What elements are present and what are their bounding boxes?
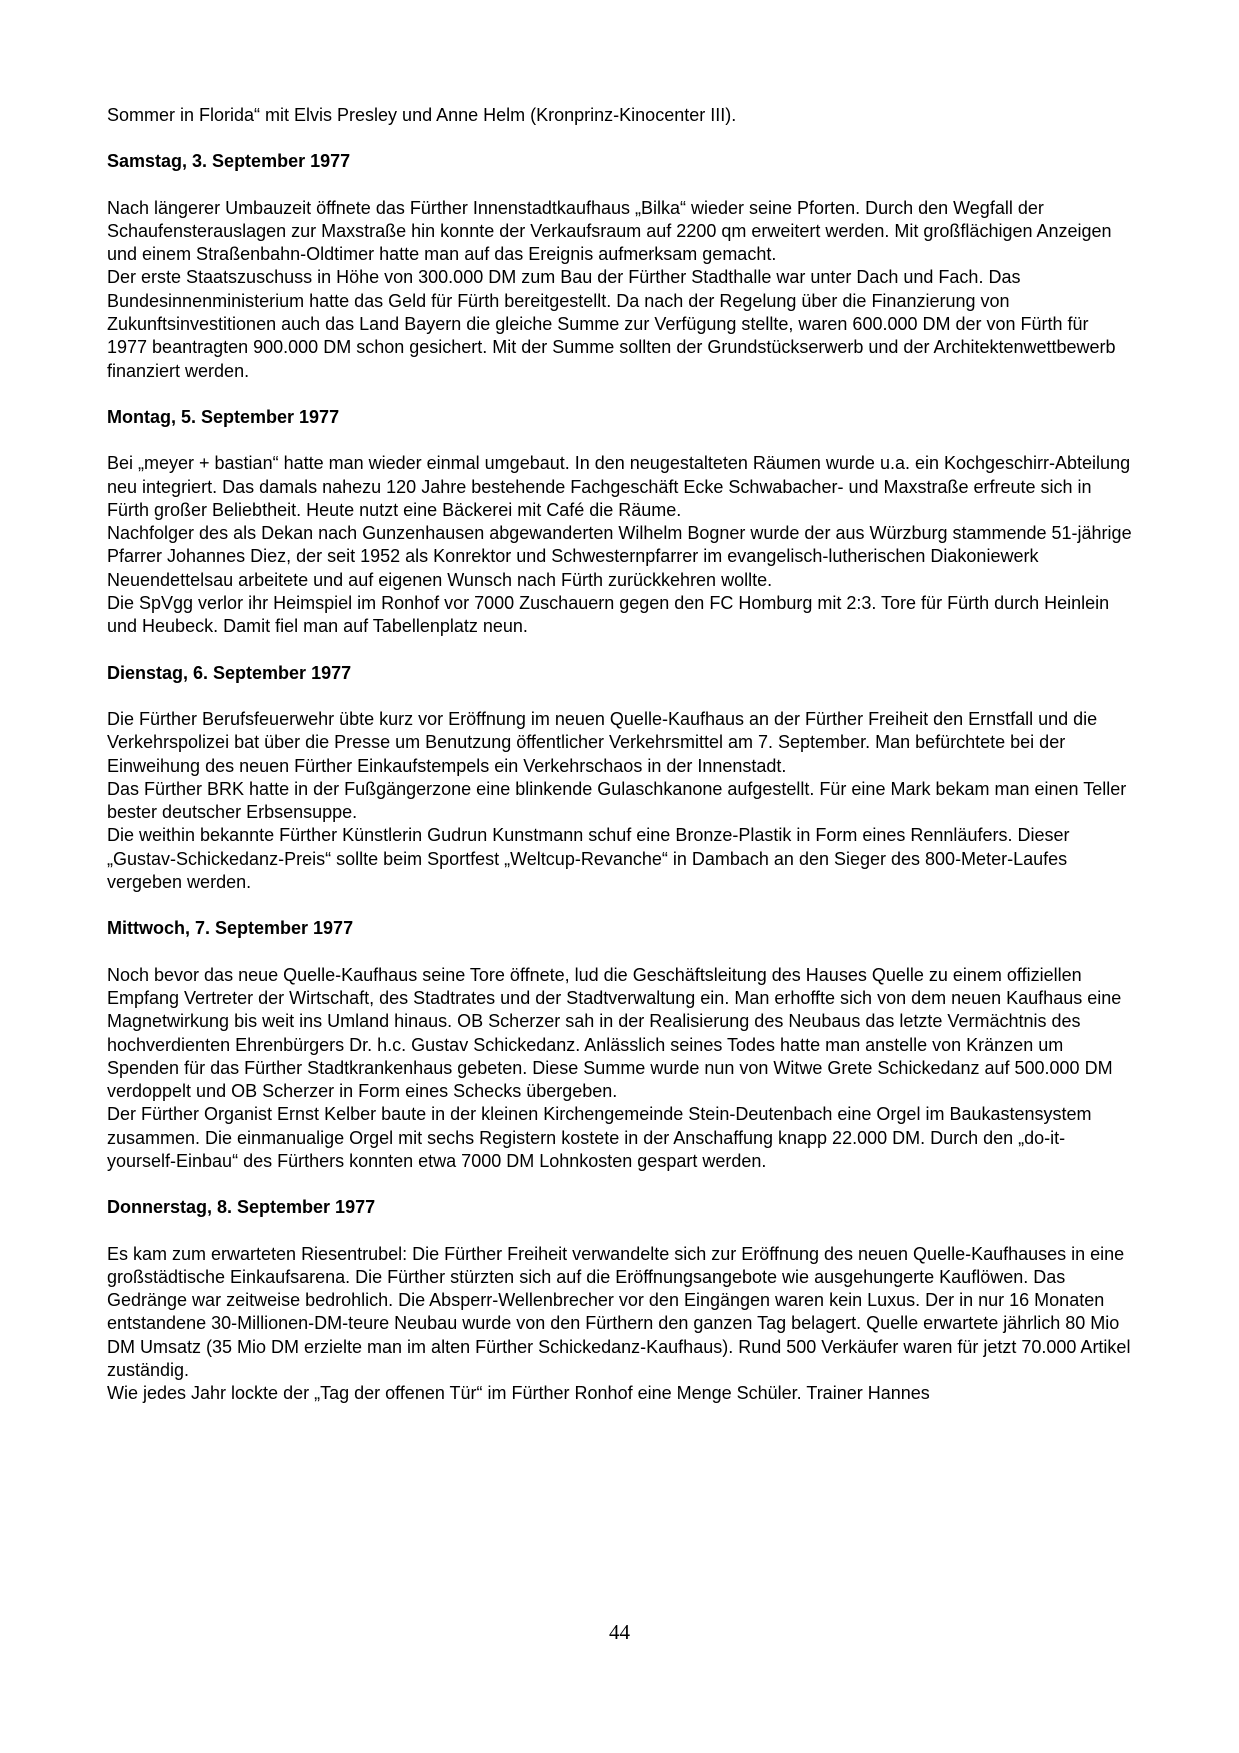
body-paragraph: Nachfolger des als Dekan nach Gunzenhausen abgewanderten Wilhelm Bogner wurde der aus Würzburg stammende 51-jährige Pfarrer Johannes Diez, der seit 1952 als Konrektor und Schwesternpfarrer im evangelisch-lutherischen Diakoniewerk Neuendettelsau arbeitete und auf eigenen Wunsch nach Fürth zurückkehren wollte. — [107, 523, 1132, 590]
body-paragraph: Die weithin bekannte Fürther Künstlerin Gudrun Kunstmann schuf eine Bronze-Plastik in Form eines Rennläufers. Dieser „Gustav-Schickedanz-Preis“ sollte beim Sportfest „Weltcup-Revanche“ in Dambach an den Sieger des 800-Meter-Laufes vergeben werden. — [107, 825, 1070, 893]
body-paragraph: Der erste Staatszuschuss in Höhe von 300.000 DM zum Bau der Fürther Stadthalle war unter Dach und Fach. Das Bundesinnenministerium hatte das Geld für Fürth bereitgestellt. Da nach der Regelung über die Finanzierung von Zukunftsinvestitionen auch das Land Bayern die gleiche Summe zur Verfügung stellte, waren 600.000 DM der von Fürth für 1977 beantragten 900.000 DM schon gesichert. Mit der Summe sollten der Grundstückserwerb und der Architektenwettbewerb finanziert werden. — [107, 267, 1116, 381]
body-paragraph: Die Fürther Berufsfeuerwehr übte kurz vor Eröffnung im neuen Quelle-Kaufhaus an der Fürther Freiheit den Ernstfall und die Verkehrspolizei bat über die Presse um Benutzung öffentlicher Verkehrsmittel am 7. September. Man befürchtete bei der Einweihung des neuen Fürther Einkaufstempels ein Verkehrschaos in der Innenstadt. — [107, 708, 1098, 776]
body-paragraph: Es kam zum erwarteten Riesentrubel: Die Fürther Freiheit verwandelte sich zur Eröffnung des neuen Quelle-Kaufhauses in eine großstädtische Einkaufsarena. Die Fürther stürzten sich auf die Eröffnungsangebote wie ausgehungerte Kauflöwen. Das Gedränge war zeitweise bedrohlich. Die Absperr-Wellenbrecher vor den Eingängen waren kein Luxus. Der in nur 16 Monaten entstandene 30-Millionen-DM-teure Neubau wurde von den Fürthern den ganzen Tag belagert. Quelle erwartete jährlich 80 Mio DM Umsatz (35 Mio DM erzielte man im alten Fürther Schickedanz-Kaufhaus). Rund 500 Verkäufer waren für jetzt 70.000 Artikel zuständig. — [107, 1243, 1131, 1381]
body-paragraph: Nach längerer Umbauzeit öffnete das Fürther Innenstadtkaufhaus „Bilka“ wieder seine Pforten. Durch den Wegfall der Schaufensterauslagen zur Maxstraße hin konnte der Verkaufsraum auf 2200 qm erweitert werden. Mit großflächigen Anzeigen und einem Straßenbahn-Oldtimer hatte man auf das Ereignis aufmerksam gemacht. — [107, 197, 1112, 265]
section-heading: Mittwoch, 7. September 1977 — [107, 918, 354, 939]
section-heading: Dienstag, 6. September 1977 — [107, 662, 352, 683]
body-paragraph: Noch bevor das neue Quelle-Kaufhaus seine Tore öffnete, lud die Geschäftsleitung des Hauses Quelle zu einem offiziellen Empfang Vertreter der Wirtschaft, des Stadtrates und der Stadtverwaltung ein. Man erhoffte sich von dem neuen Kaufhaus eine Magnetwirkung bis weit ins Umland hinaus. OB Scherzer sah in der Realisierung des Neubaus das letzte Vermächtnis des hochverdienten Ehrenbürgers Dr. h.c. Gustav Schickedanz. Anlässlich seines Todes hatte man anstelle von Kränzen um Spenden für das Fürther Stadtkrankenhaus gebeten. Diese Summe wurde nun von Witwe Grete Schickedanz auf 500.000 DM verdoppelt und OB Scherzer in Form eines Schecks übergeben. — [107, 964, 1122, 1102]
diary-section — [107, 917, 1133, 1173]
section-body — [107, 964, 1133, 1174]
body-paragraph: Die SpVgg verlor ihr Heimspiel im Ronhof vor 7000 Zuschauern gegen den FC Homburg mit 2:3. Tore für Fürth durch Heinlein und Heubeck. Damit fiel man auf Tabellenplatz neun. — [107, 593, 1110, 637]
diary-section — [107, 662, 1133, 895]
sections-container — [107, 150, 1133, 1405]
body-paragraph: Das Fürther BRK hatte in der Fußgängerzone eine blinkende Gulaschkanone aufgestellt. Für eine Mark bekam man einen Teller bester deutscher Erbsensuppe. — [107, 778, 1127, 823]
body-paragraph: Der Fürther Organist Ernst Kelber baute in der kleinen Kirchengemeinde Stein-Deutenbach eine Orgel im Baukastensystem zusammen. Die einmanualige Orgel mit sechs Registern kostete in der Anschaffung knapp 22.000 DM. Durch den „do-it-yourself-Einbau“ des Fürthers konnten etwa 7000 DM Lohnkosten gespart werden. — [107, 1104, 1092, 1171]
section-heading: Donnerstag, 8. September 1977 — [107, 1197, 376, 1218]
diary-section — [107, 406, 1133, 639]
diary-section — [107, 1196, 1133, 1405]
section-body — [107, 1243, 1133, 1406]
intro-paragraph: Sommer in Florida“ mit Elvis Presley und Anne Helm (Kronprinz-Kinocenter III). — [107, 105, 737, 125]
page-number: 44 — [609, 1620, 630, 1644]
section-body — [107, 197, 1133, 383]
section-heading: Montag, 5. September 1977 — [107, 406, 340, 427]
section-body — [107, 708, 1133, 894]
diary-section — [107, 150, 1133, 383]
body-paragraph: Bei „meyer + bastian“ hatte man wieder einmal umgebaut. In den neugestalteten Räumen wurde u.a. ein Kochgeschirr-Abteilung neu integriert. Das damals nahezu 120 Jahre bestehende Fachgeschäft Ecke Schwabacher- und Maxstraße erfreute sich in Fürth großer Beliebtheit. Heute nutzt eine Bäckerei mit Café die Räume. — [107, 453, 1131, 520]
section-body — [107, 452, 1133, 638]
body-paragraph: Wie jedes Jahr lockte der „Tag der offenen Tür“ im Fürther Ronhof eine Menge Schüler. Trainer Hannes — [107, 1383, 930, 1404]
section-heading: Samstag, 3. September 1977 — [107, 151, 351, 172]
